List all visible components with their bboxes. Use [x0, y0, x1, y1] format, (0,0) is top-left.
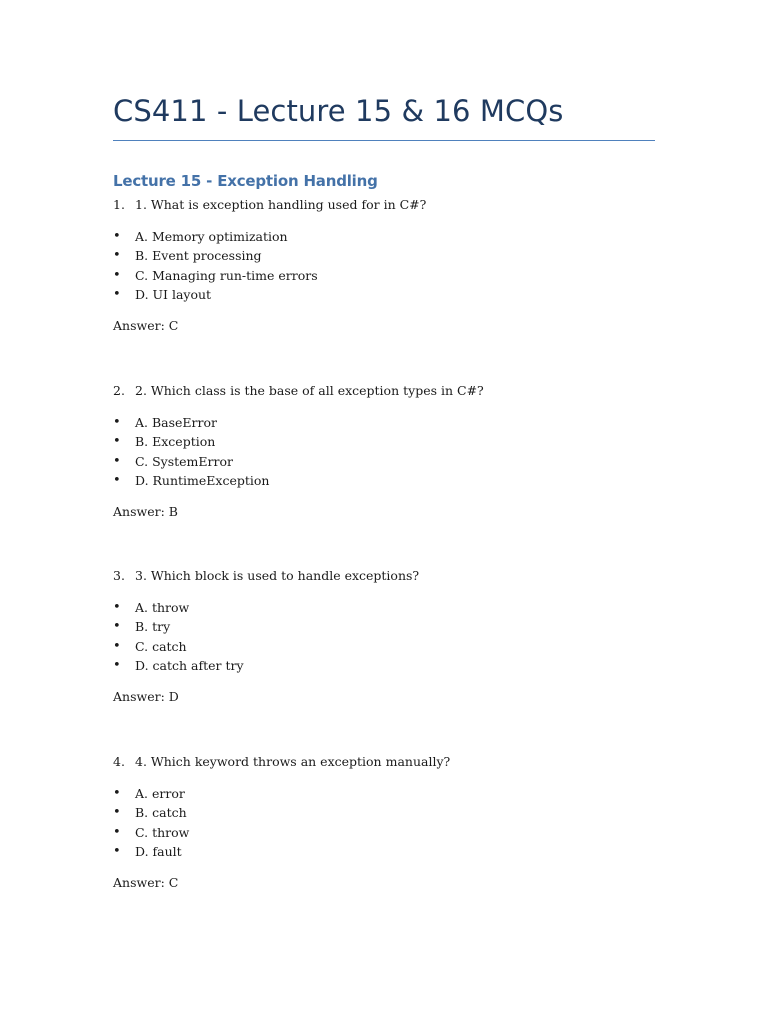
answer-text: Answer: D — [113, 689, 179, 704]
section-heading: Lecture 15 - Exception Handling — [113, 172, 378, 190]
bullet-icon: • — [113, 619, 121, 635]
option-text: A. BaseError — [135, 415, 218, 430]
bullet-icon: • — [113, 267, 121, 283]
option-text: A. throw — [135, 600, 190, 615]
question-block — [113, 381, 655, 519]
bullet-icon: • — [113, 824, 121, 840]
bullet-icon: • — [113, 415, 121, 430]
question-number: 1. — [113, 197, 125, 212]
question-line — [113, 381, 655, 401]
answer-text: Answer: B — [113, 504, 178, 519]
option-text: C. SystemError — [135, 453, 233, 469]
question-number: 3. — [113, 568, 125, 583]
option-text: A. Memory optimization — [135, 229, 288, 244]
question-number: 4. — [113, 754, 125, 769]
question-text: 1. What is exception handling used for in C#? — [135, 197, 427, 212]
option-text: C. throw — [135, 824, 190, 840]
option-text: A. error — [135, 786, 185, 801]
option-text: B. Exception — [135, 434, 216, 450]
bullet-icon: • — [113, 453, 121, 469]
option-text: D. catch after try — [135, 657, 244, 673]
bullet-icon: • — [113, 229, 121, 244]
option-text: B. Event processing — [135, 248, 262, 264]
question-text: 4. Which keyword throws an exception manually? — [135, 754, 451, 769]
question-number: 2. — [113, 383, 125, 398]
answer-text: Answer: C — [113, 318, 179, 333]
question-block — [113, 195, 655, 333]
answer-text: Answer: C — [113, 875, 179, 890]
option-text: B. catch — [135, 805, 187, 821]
document-title: CS411 - Lecture 15 & 16 MCQs — [113, 94, 564, 128]
question-block — [113, 752, 655, 890]
bullet-icon: • — [113, 248, 121, 264]
bullet-icon: • — [113, 472, 121, 488]
bullet-icon: • — [113, 434, 121, 450]
option-text: D. RuntimeException — [135, 472, 270, 488]
bullet-icon: • — [113, 600, 121, 615]
option-text: C. catch — [135, 638, 187, 654]
question-line — [113, 566, 655, 586]
question-line — [113, 752, 655, 772]
title-underline — [113, 140, 655, 141]
option-text: C. Managing run-time errors — [135, 267, 318, 283]
bullet-icon: • — [113, 638, 121, 654]
option-text: D. fault — [135, 843, 182, 859]
option-text: B. try — [135, 619, 171, 635]
question-block — [113, 566, 655, 704]
bullet-icon: • — [113, 805, 121, 821]
option-text: D. UI layout — [135, 286, 212, 302]
bullet-icon: • — [113, 786, 121, 801]
bullet-icon: • — [113, 843, 121, 859]
question-line — [113, 195, 655, 215]
question-text: 3. Which block is used to handle exceptions? — [135, 568, 420, 583]
question-text: 2. Which class is the base of all exception types in C#? — [135, 383, 484, 398]
bullet-icon: • — [113, 657, 121, 673]
bullet-icon: • — [113, 286, 121, 302]
